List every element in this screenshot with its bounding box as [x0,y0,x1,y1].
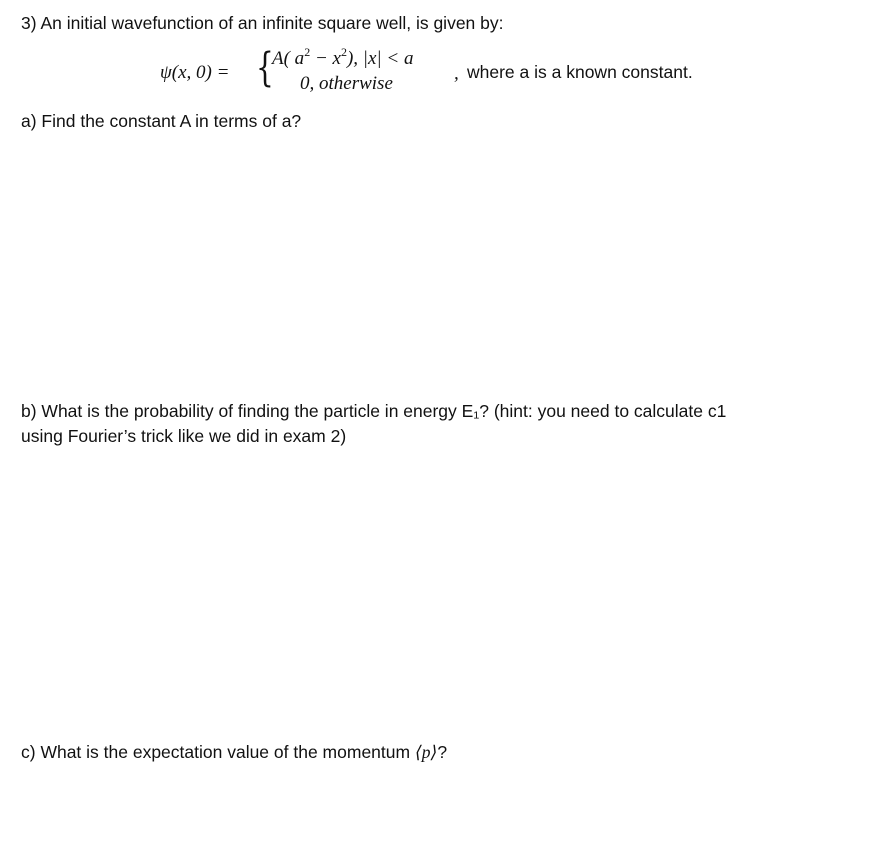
case1-prefix: A( a [272,48,305,69]
piecewise-brace: { [256,45,274,91]
case1-exponent-2: 2 [340,45,347,59]
wavefunction-equation [160,46,760,100]
part-c-prefix: c) What is the expectation value of the momentum [21,742,415,762]
case1-suffix: ), |x| < a [346,48,414,69]
part-a-question: a) Find the constant A in terms of a? [21,111,302,131]
part-c-suffix: ? [437,742,448,762]
part-c-question [21,741,447,763]
case1-exponent-1: 2 [304,45,311,59]
equation-lhs: ψ(x, 0) = [160,62,230,83]
momentum-expectation: ⟨p⟩ [414,742,438,762]
case1-mid: − x [310,48,341,69]
question-title: 3) An initial wavefunction of an infinite square well, is given by: [21,13,504,33]
equation-comma: , [454,63,459,84]
part-b-question-line-1: b) What is the probability of finding the particle in energy E₁? (hint: you need to calculate c1 [21,401,727,421]
part-b-question-line-2: using Fourier’s trick like we did in exam 2) [21,426,347,446]
equation-case-inside [272,45,414,70]
equation-case-otherwise: 0, otherwise [300,73,393,94]
equation-trailing-text: where a is a known constant. [467,62,693,82]
